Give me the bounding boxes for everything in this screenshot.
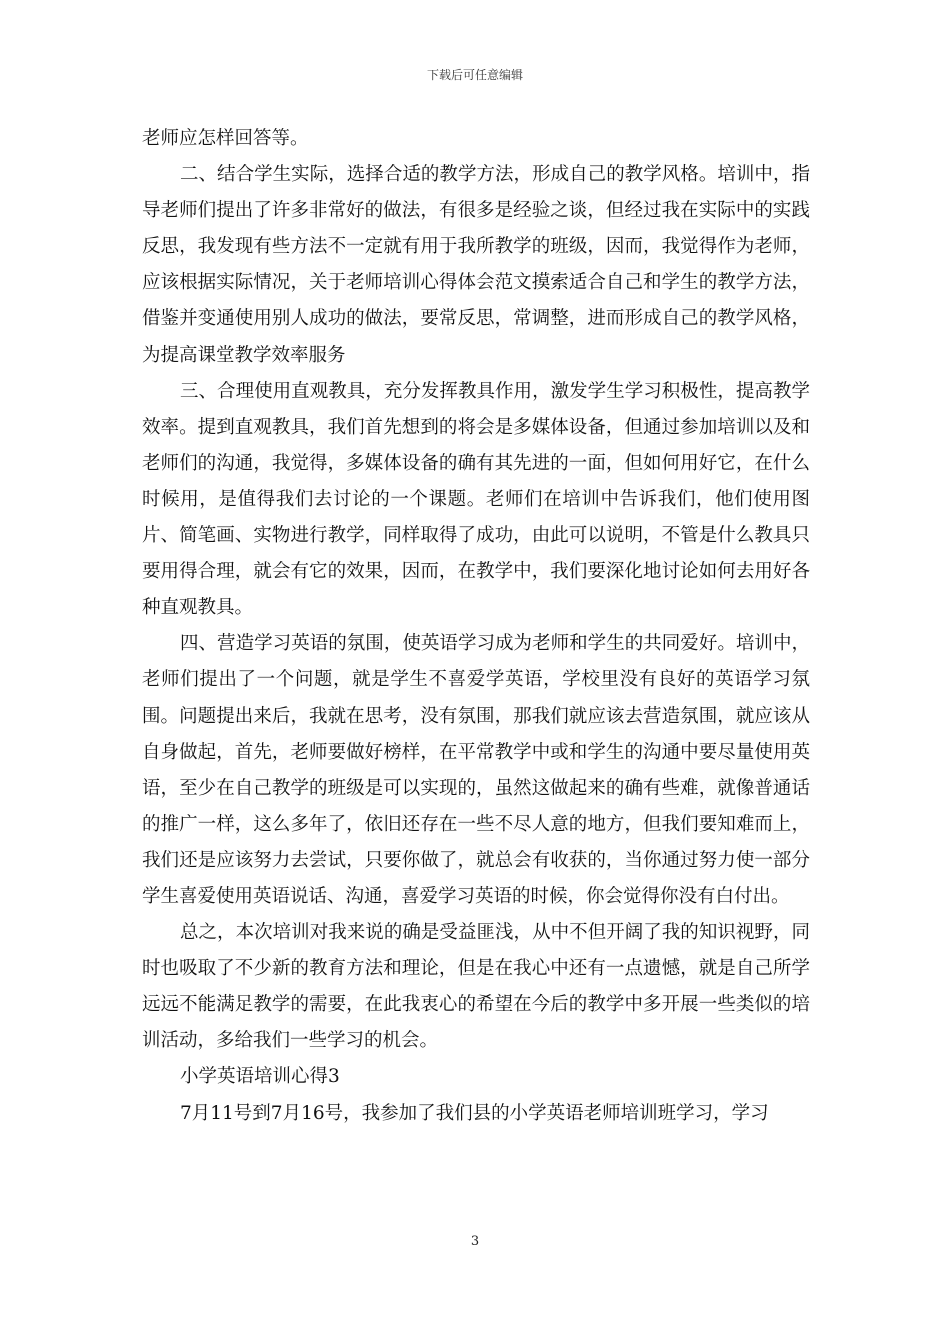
paragraph-conclusion: 总之，本次培训对我来说的确是受益匪浅，从中不但开阔了我的知识视野，同时也吸取了不少新的教育方法和理论，但是在我心中还有一点遗憾，就是自己所学远远不能满足教学的需要，在此我衷心的希望在今后的教学中多开展一些类似的培训活动，多给我们一些学习的机会。 [142, 922, 810, 1052]
page-header: 下载后可任意编辑 [426, 68, 523, 82]
paragraph-teaching-methods: 二、结合学生实际，选择合适的教学方法，形成自己的教学风格。培训中，指导老师们提出了许多非常好的做法，有很多是经验之谈，但经过我在实际中的实践反思，我发现有些方法不一定就有用于我所教学的班级，因而，我觉得作为老师，应该根据实际情况，关于老师培训心得体会范文摸索适合自己和学生的教学方法，借鉴并变通使用别人成功的做法，要常反思，常调整，进而形成自己的教学风格，为提高课堂教学效率服务 [142, 164, 810, 366]
paragraph-english-atmosphere: 四、营造学习英语的氛围，使英语学习成为老师和学生的共同爱好。培训中，老师们提出了一个问题，就是学生不喜爱学英语，学校里没有良好的英语学习氛围。问题提出来后，我就在思考，没有氛围，那我们就应该去营造氛围，就应该从自身做起，首先，老师要做好榜样，在平常教学中或和学生的沟通中要尽量使用英语，至少在自己教学的班级是可以实现的，虽然这做起来的确有些难，就像普通话的推广一样，这么多年了，依旧还存在一些不尽人意的地方，但我们要知难而上，我们还是应该努力去尝试，只要你做了，就总会有收获的，当你通过努力使一部分学生喜爱使用英语说话、沟通，喜爱学习英语的时候，你会觉得你没有白付出。 [142, 633, 810, 907]
page-number: 3 [470, 1234, 480, 1249]
paragraph-continuation: 老师应怎样回答等。 [142, 128, 309, 149]
document-body [142, 121, 810, 1132]
paragraph-training-intro: 7月11号到7月16号，我参加了我们县的小学英语老师培训班学习，学习 [180, 1102, 769, 1124]
paragraph-visual-aids: 三、合理使用直观教具，充分发挥教具作用，激发学生学习积极性，提高教学效率。提到直观教具，我们首先想到的将会是多媒体设备，但通过参加培训以及和老师们的沟通，我觉得，多媒体设备的确有其先进的一面，但如何用好它，在什么时候用，是值得我们去讨论的一个课题。老师们在培训中告诉我们，他们使用图片、简笔画、实物进行教学，同样取得了成功，由此可以说明，不管是什么教具只要用得合理，就会有它的效果，因而，在教学中，我们要深化地讨论如何去用好各种直观教具。 [142, 380, 810, 619]
section-heading: 小学英语培训心得3 [180, 1066, 340, 1088]
